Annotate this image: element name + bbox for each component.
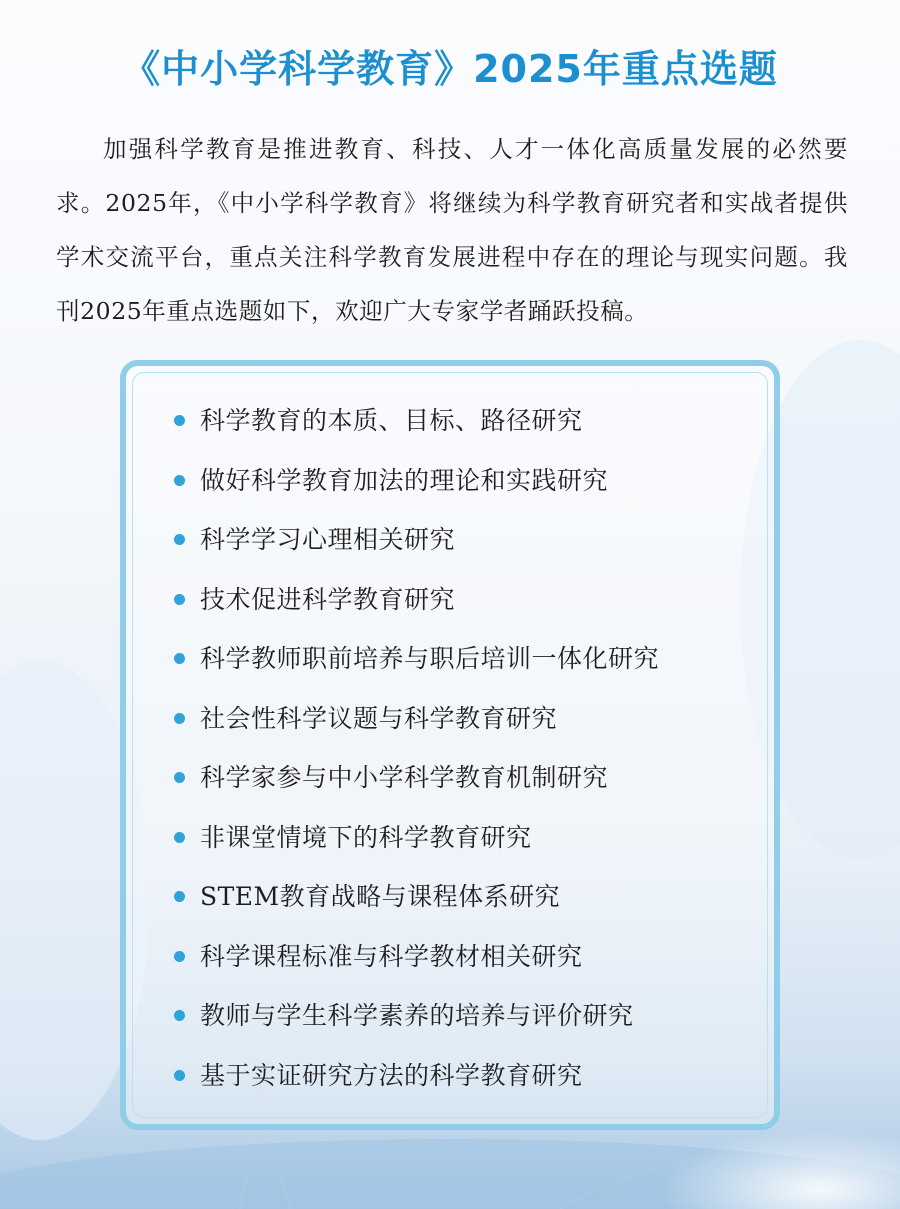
topic-item xyxy=(174,391,659,451)
topic-text: 科学家参与中小学科学教育机制研究 xyxy=(200,763,609,792)
bullet-icon xyxy=(174,653,185,664)
topic-text: 科学教育的本质、目标、路径研究 xyxy=(200,406,583,435)
intro-paragraph: 加强科学教育是推进教育、科技、人才一体化高质量发展的必然要求。2025年，《中小学科学教育》将继续为科学教育研究者和实战者提供学术交流平台，重点关注科学教育发展进程中存在的理论与现实问题。我刊2025年重点选题如下，欢迎广大专家学者踊跃投稿。 xyxy=(56,135,848,325)
topic-text: STEM教育战略与课程体系研究 xyxy=(200,882,561,911)
topic-text: 做好科学教育加法的理论和实践研究 xyxy=(200,465,609,495)
bullet-icon xyxy=(174,772,185,783)
topic-text: 科学学习心理相关研究 xyxy=(200,525,456,554)
topic-item xyxy=(174,451,659,511)
topic-text: 基于实证研究方法的科学教育研究 xyxy=(200,1060,583,1090)
topic-text: 科学课程标准与科学教材相关研究 xyxy=(200,941,583,971)
bullet-icon xyxy=(174,1070,185,1081)
topic-item xyxy=(174,927,659,987)
topic-text: 技术促进科学教育研究 xyxy=(200,584,456,614)
topic-item xyxy=(174,689,659,749)
topic-text: 教师与学生科学素养的培养与评价研究 xyxy=(200,1001,634,1030)
topic-item xyxy=(174,570,659,630)
topics-box xyxy=(120,360,780,1130)
bullet-icon xyxy=(174,594,185,605)
topic-item xyxy=(174,808,659,868)
topic-text: 非课堂情境下的科学教育研究 xyxy=(200,822,532,852)
bullet-icon xyxy=(174,415,185,426)
bullet-icon xyxy=(174,891,185,902)
topic-item xyxy=(174,986,659,1046)
bullet-icon xyxy=(174,713,185,724)
bullet-icon xyxy=(174,951,185,962)
topic-item xyxy=(174,867,659,927)
bullet-icon xyxy=(174,475,185,486)
topics-list xyxy=(174,391,659,1105)
topic-item xyxy=(174,1046,659,1106)
topic-item xyxy=(174,748,659,808)
topic-text: 科学教师职前培养与职后培训一体化研究 xyxy=(200,644,660,673)
bullet-icon xyxy=(174,534,185,545)
page-title: 《中小学科学教育》2025年重点选题 xyxy=(122,47,778,91)
topic-text: 社会性科学议题与科学教育研究 xyxy=(200,703,558,733)
bullet-icon xyxy=(174,832,185,843)
topic-item xyxy=(174,629,659,689)
topic-item xyxy=(174,510,659,570)
bullet-icon xyxy=(174,1010,185,1021)
